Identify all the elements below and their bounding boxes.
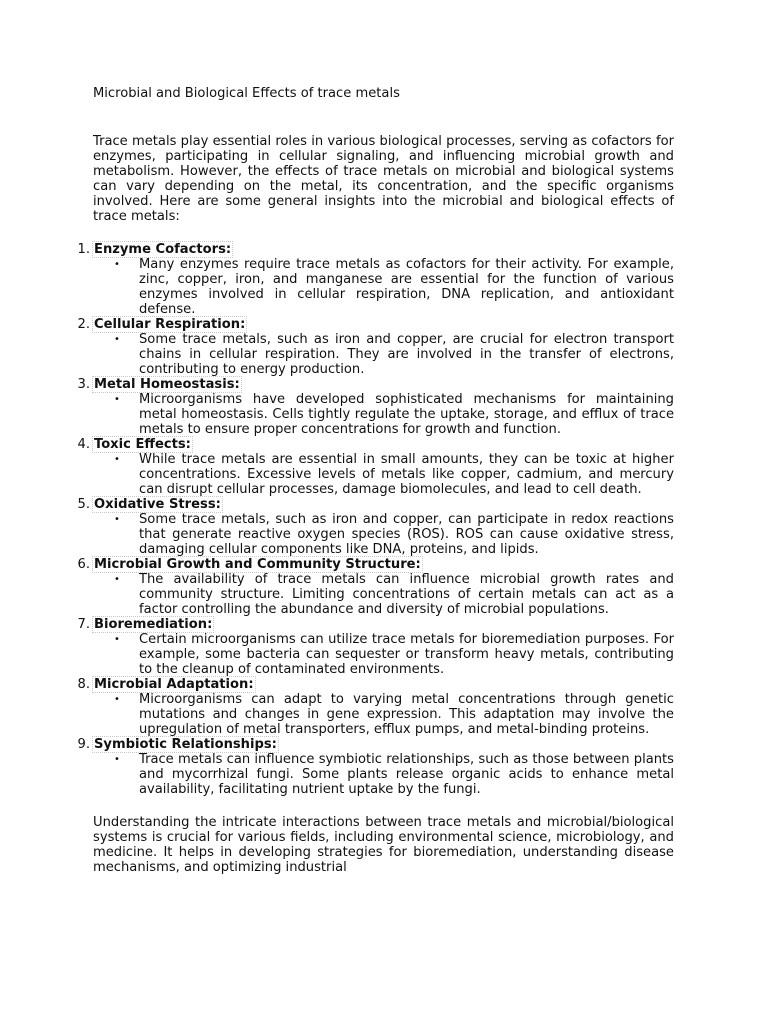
item-number: 5. — [77, 497, 90, 512]
list-item — [77, 437, 674, 497]
list-item — [77, 377, 674, 437]
bullet-icon: • — [114, 694, 120, 705]
item-heading: Bioremediation: — [94, 617, 213, 632]
list-item — [77, 497, 674, 557]
item-number: 3. — [77, 377, 90, 392]
bullet-icon: • — [114, 334, 120, 345]
list-item — [77, 617, 674, 677]
bullet-text: Microorganisms have developed sophisticated mechanisms for maintaining metal homeostasis. Cells tightly regulate the uptake, storage, and efflux of trace metals to ensure proper concentrations for growth and function. — [139, 392, 674, 437]
sub-bullet-list — [93, 572, 674, 617]
item-heading: Microbial Adaptation: — [94, 677, 254, 692]
sub-bullet-list — [93, 632, 674, 677]
document-page — [77, 86, 674, 875]
bullet-text: While trace metals are essential in small amounts, they can be toxic at higher concentrations. Excessive levels of metals like copper, cadmium, and mercury can disrupt cellular processes, damage biomolecules, and lead to cell death. — [139, 452, 674, 497]
bullet-item — [114, 332, 674, 377]
bullet-text: Trace metals can influence symbiotic relationships, such as those between plants and mycorrhizal fungi. Some plants release organic acids to enhance metal availability, facilitating nutrient uptake by the fungi. — [139, 752, 674, 797]
list-item — [77, 677, 674, 737]
sub-bullet-list — [93, 392, 674, 437]
bullet-item — [114, 452, 674, 497]
sub-bullet-list — [93, 752, 674, 797]
conclusion-paragraph: Understanding the intricate interactions between trace metals and microbial/biological systems is crucial for various fields, including environmental science, microbiology, and medicine. It helps in developing strategies for bioremediation, understanding disease mechanisms, and optimizing industrial — [93, 815, 674, 875]
item-heading: Microbial Growth and Community Structure: — [94, 557, 421, 572]
item-number: 1. — [77, 242, 90, 257]
bullet-item — [114, 392, 674, 437]
sub-bullet-list — [93, 692, 674, 737]
bullet-icon: • — [114, 394, 120, 405]
bullet-icon: • — [114, 754, 120, 765]
item-number: 2. — [77, 317, 90, 332]
bullet-icon: • — [114, 634, 120, 645]
sub-bullet-list — [93, 452, 674, 497]
item-number: 7. — [77, 617, 90, 632]
bullet-icon: • — [114, 574, 120, 585]
bullet-item — [114, 632, 674, 677]
bullet-icon: • — [114, 454, 120, 465]
list-item — [77, 557, 674, 617]
bullet-item — [114, 752, 674, 797]
sub-bullet-list — [93, 512, 674, 557]
bullet-text: Some trace metals, such as iron and copper, can participate in redox reactions that generate reactive oxygen species (ROS). ROS can cause oxidative stress, damaging cellular components like DNA, proteins, and lipids. — [139, 512, 674, 557]
bullet-text: Certain microorganisms can utilize trace metals for bioremediation purposes. For example, some bacteria can sequester or transform heavy metals, contributing to the cleanup of contaminated environments. — [139, 632, 674, 677]
bullet-item — [114, 512, 674, 557]
bullet-text: Microorganisms can adapt to varying metal concentrations through genetic mutations and changes in gene expression. This adaptation may involve the upregulation of metal transporters, efflux pumps, and metal-binding proteins. — [139, 692, 674, 737]
bullet-icon: • — [114, 259, 120, 270]
item-heading: Metal Homeostasis: — [94, 377, 240, 392]
bullet-text: Many enzymes require trace metals as cofactors for their activity. For example, zinc, copper, iron, and manganese are essential for the function of various enzymes involved in cellular respiration, DNA replication, and antioxidant defense. — [139, 257, 674, 317]
effects-list — [77, 242, 674, 797]
bullet-text: Some trace metals, such as iron and copper, are crucial for electron transport chains in cellular respiration. They are involved in the transfer of electrons, contributing to energy production. — [139, 332, 674, 377]
item-heading: Cellular Respiration: — [94, 317, 246, 332]
intro-paragraph: Trace metals play essential roles in various biological processes, serving as cofactors for enzymes, participating in cellular signaling, and influencing microbial growth and metabolism. However, the effects of trace metals on microbial and biological systems can vary depending on the metal, its concentration, and the specific organisms involved. Here are some general insights into the microbial and biological effects of trace metals: — [93, 134, 674, 224]
document-title: Microbial and Biological Effects of trace metals — [93, 86, 400, 101]
item-heading: Toxic Effects: — [94, 437, 191, 452]
sub-bullet-list — [93, 257, 674, 317]
list-item — [77, 242, 674, 317]
bullet-item — [114, 692, 674, 737]
item-number: 8. — [77, 677, 90, 692]
item-number: 4. — [77, 437, 90, 452]
item-number: 6. — [77, 557, 90, 572]
item-heading: Symbiotic Relationships: — [94, 737, 277, 752]
list-item — [77, 737, 674, 797]
sub-bullet-list — [93, 332, 674, 377]
item-heading: Enzyme Cofactors: — [94, 242, 232, 257]
bullet-item — [114, 257, 674, 317]
bullet-text: The availability of trace metals can influence microbial growth rates and community structure. Limiting concentrations of certain metals can act as a factor controlling the abundance and diversity of microbial populations. — [139, 572, 674, 617]
list-item — [77, 317, 674, 377]
bullet-item — [114, 572, 674, 617]
item-number: 9. — [77, 737, 90, 752]
bullet-icon: • — [114, 514, 120, 525]
item-heading: Oxidative Stress: — [94, 497, 221, 512]
